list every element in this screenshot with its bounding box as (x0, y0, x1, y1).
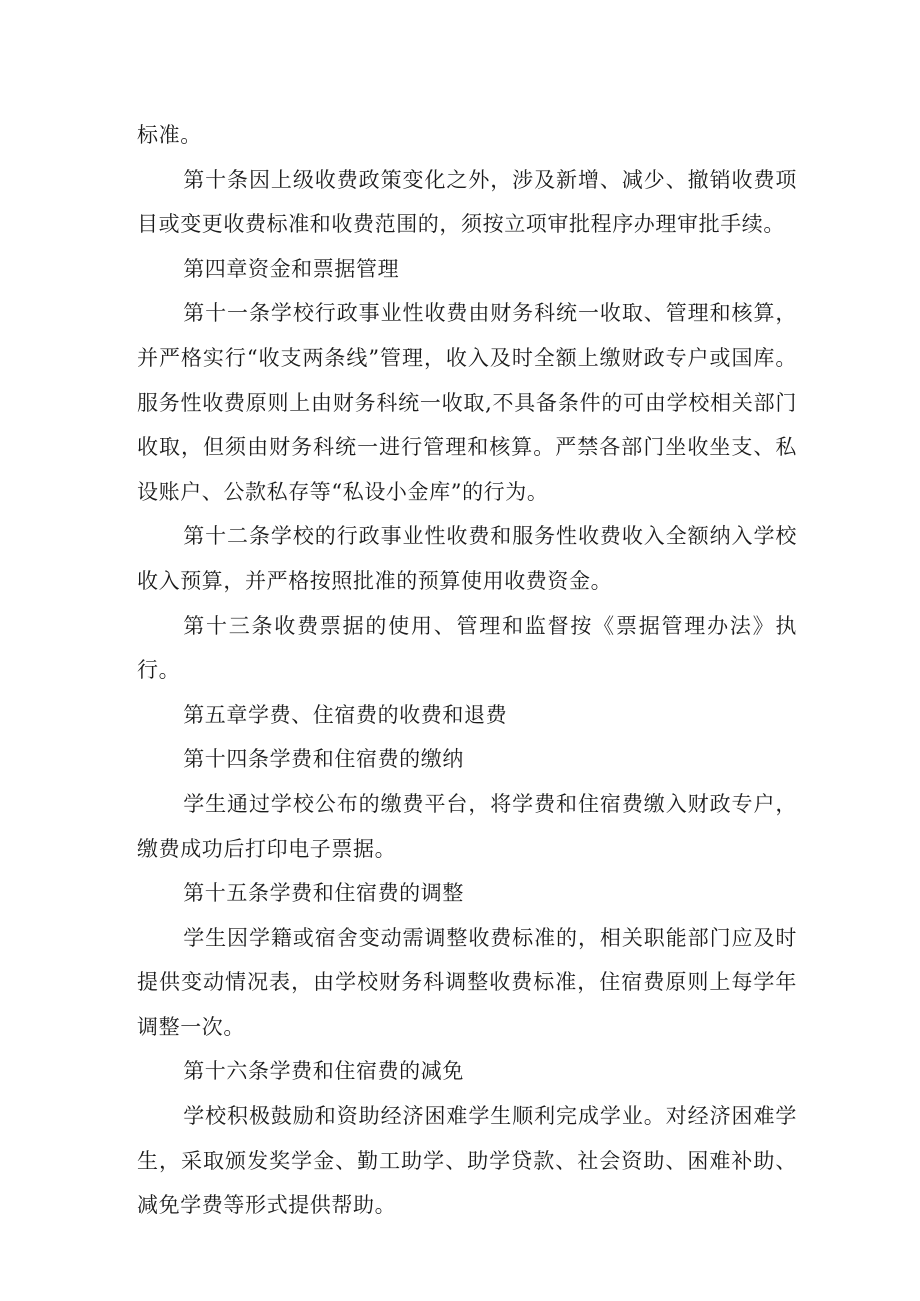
chapter-4-heading: 第四章资金和票据管理 (183, 256, 400, 281)
article-11: 第十一条学校行政事业性收费由财务科统一收取、管理和核算，并严格实行“收支两条线”管理，收入及时全额上缴财政专户或国库。服务性收费原则上由财务科统一收取,不具备条件的可由学校相关部门收取，但须由财务科统一进行管理和核算。严禁各部门坐收坐支、私设账户、公款私存等“私设小金库”的行为。 (137, 301, 797, 504)
article-14-body: 学生通过学校公布的缴费平台，将学费和住宿费缴入财政专户，缴费成功后打印电子票据。 (137, 791, 797, 861)
article-12: 第十二条学校的行政事业性收费和服务性收费收入全额纳入学校收入预算，并严格按照批准的预算使用收费资金。 (137, 524, 797, 593)
article-15-heading: 第十五条学费和住宿费的调整 (183, 881, 464, 906)
article-16-heading: 第十六条学费和住宿费的减免 (183, 1059, 464, 1084)
article-15-body: 学生因学籍或宿舍变动需调整收费标准的，相关职能部门应及时提供变动情况表，由学校财务科调整收费标准，住宿费原则上每学年调整一次。 (137, 925, 797, 1039)
article-10: 第十条因上级收费政策变化之外，涉及新增、减少、撤销收费项目或变更收费标准和收费范围的，须按立项审批程序办理审批手续。 (137, 167, 797, 237)
article-16-body: 学校积极鼓励和资助经济困难学生顺利完成学业。对经济困难学生，采取颁发奖学金、勤工助学、助学贷款、社会资助、困难补助、减免学费等形式提供帮助。 (137, 1104, 797, 1218)
article-14-heading: 第十四条学费和住宿费的缴纳 (183, 747, 464, 772)
document-page (137, 113, 797, 1228)
paragraph-continuation: 标准。 (137, 123, 202, 147)
chapter-5-heading: 第五章学费、住宿费的收费和退费 (183, 702, 508, 727)
article-13: 第十三条收费票据的使用、管理和监督按《票据管理办法》执行。 (137, 613, 797, 683)
